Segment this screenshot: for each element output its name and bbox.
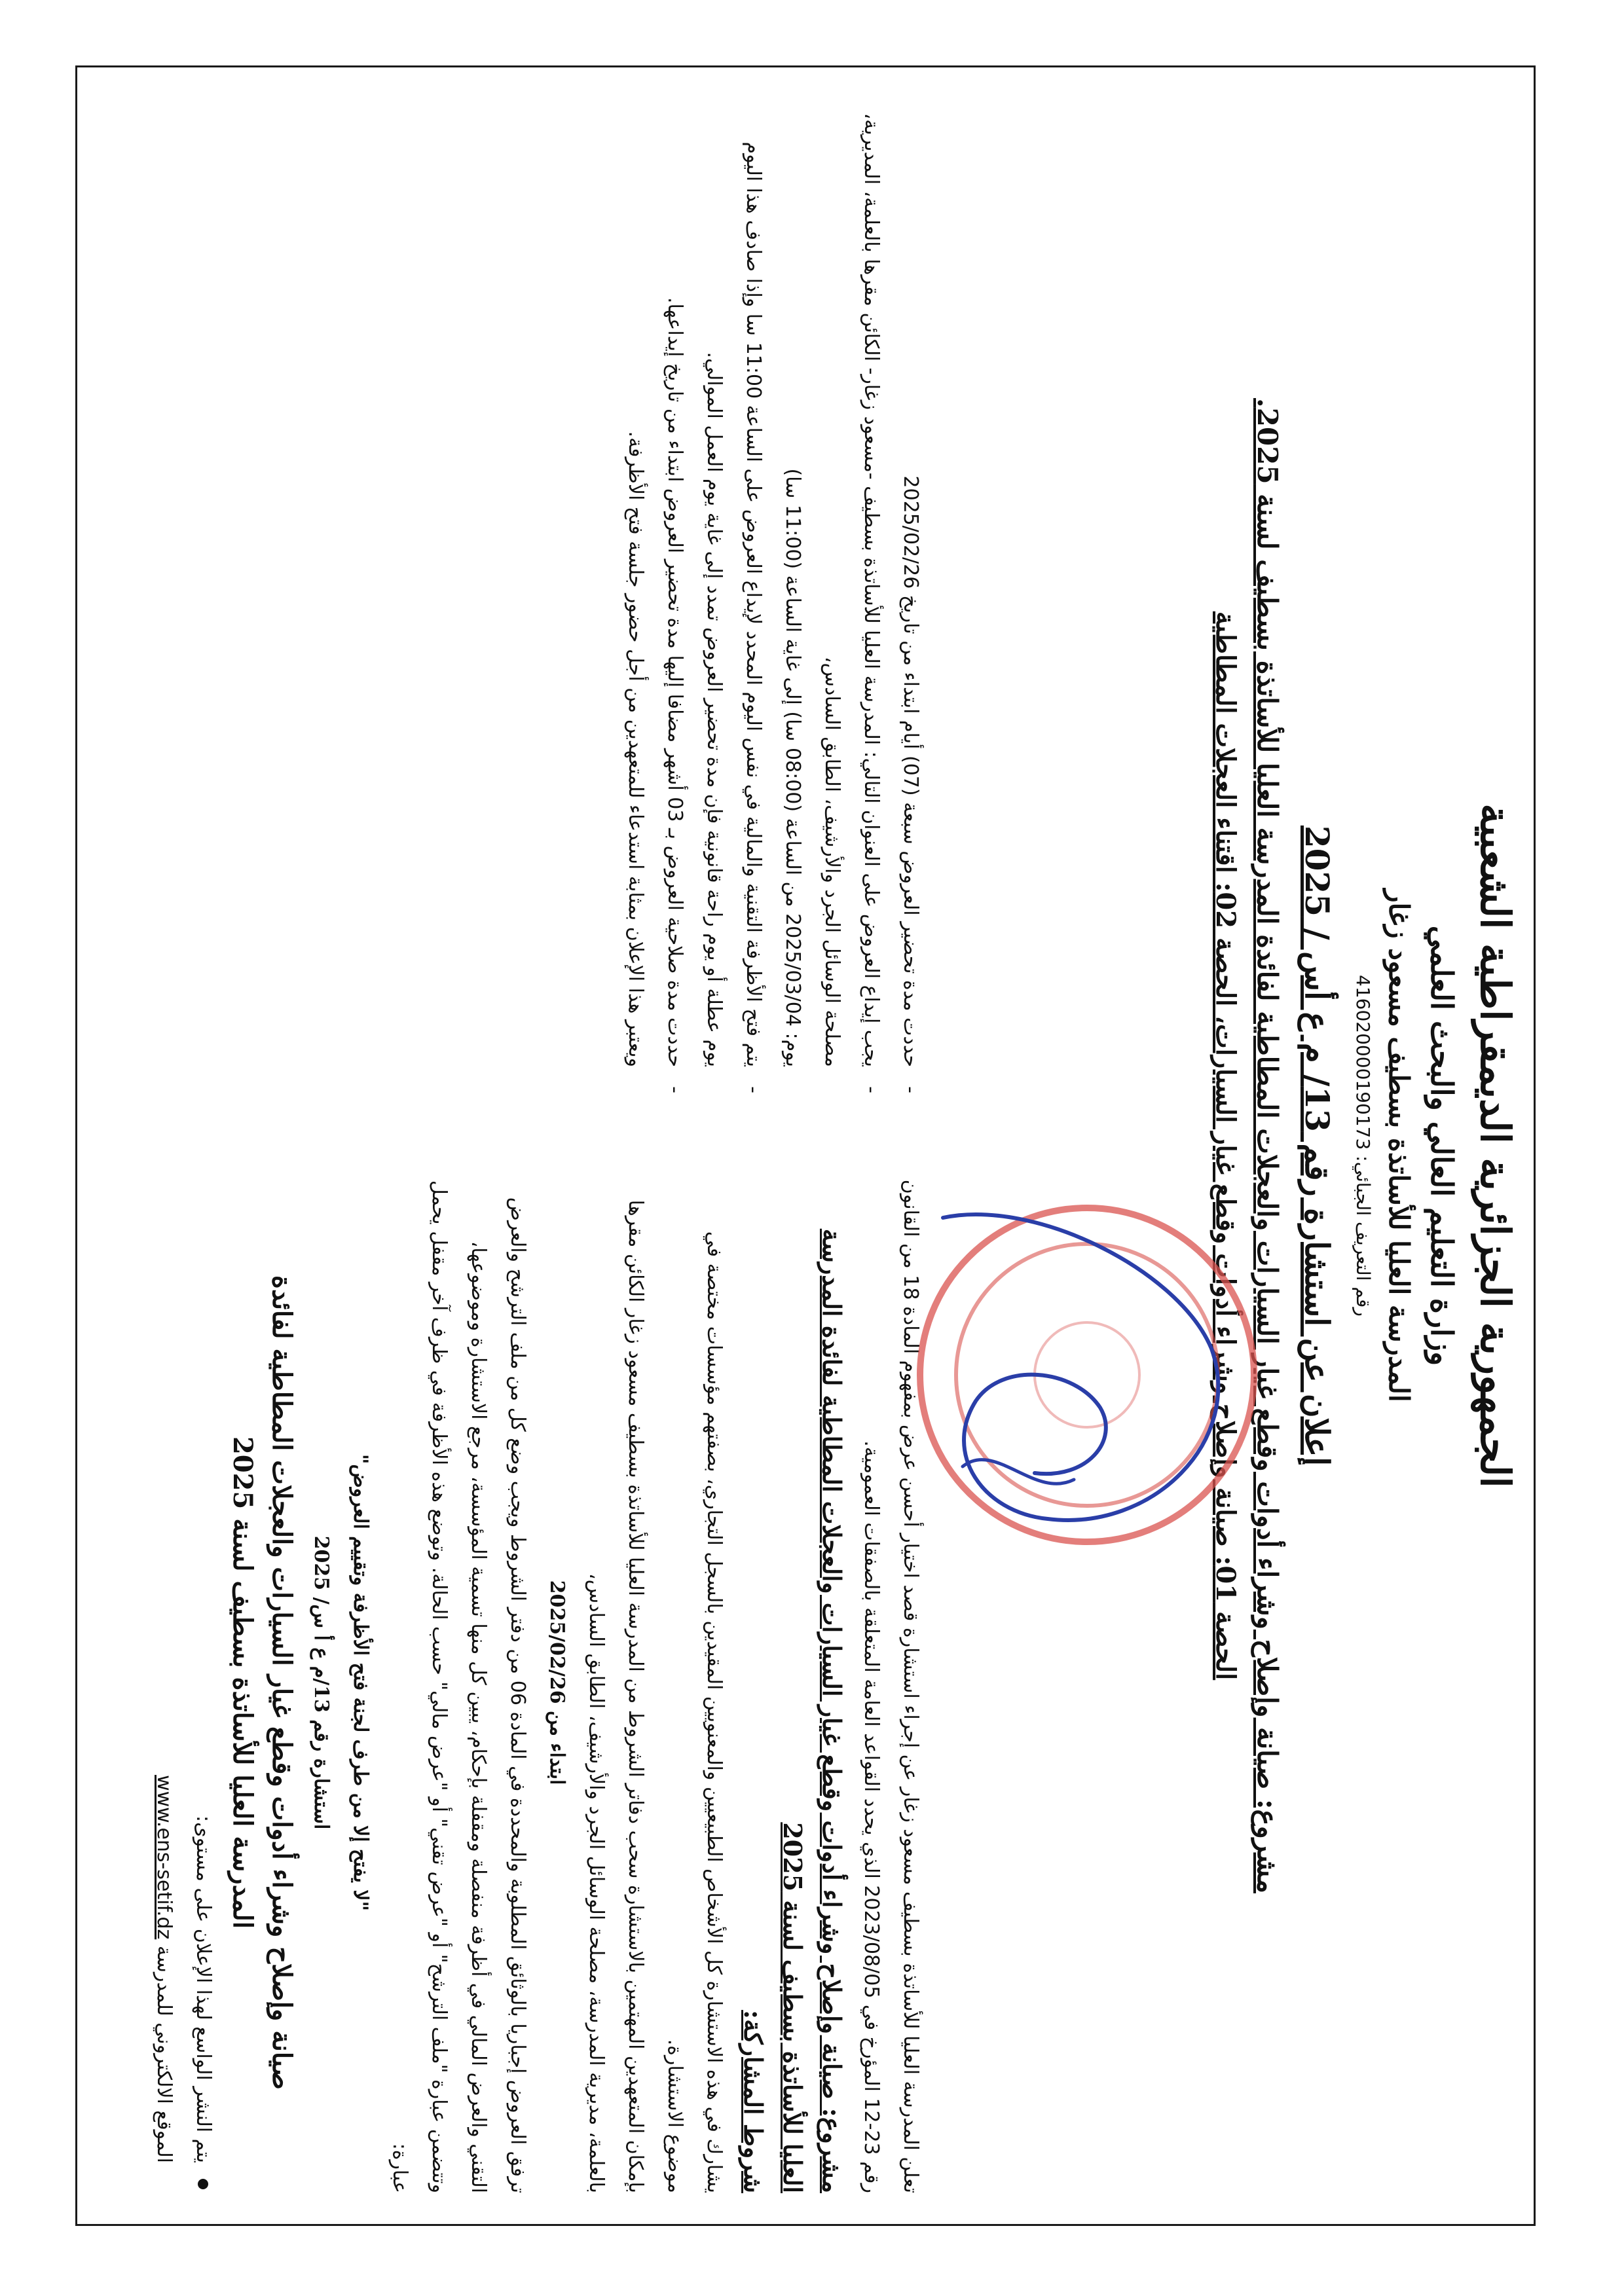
publish-text bbox=[183, 1172, 223, 2193]
notice-school: المدرسة العليا للأساتذة بسطيف لسنة 2025 bbox=[227, 1436, 258, 1929]
withdraw-date: ابتداء من 2025/02/26 bbox=[545, 1580, 568, 1785]
lots-title: الحصة 01: صيانة وإصلاح وشراء أدوات وقطع غيار السيارات، الحصة 02: اقتناء العجلات المطاطية bbox=[1210, 611, 1241, 1681]
project-heading: مشروع: صيانة وإصلاح وشراء أدوات وقطع غيار السيارات والعجلات المطاطية لفائدة المدرسة العليا للأساتذة بسطيف لسنة 2025 bbox=[778, 1228, 847, 2193]
deposit-address: - يجب إيداع العروض على العنوان التالي: المدرسة العليا للأساتذة بسطيف -مسعود زغار- الكائن مقرها بالعلمة، المديرية، مصلحة الوسائل الجرد والأرشيف، الطابق السادس، bbox=[812, 111, 891, 1093]
signature-icon bbox=[943, 1214, 1218, 1520]
deposit-date: يوم: 2025/03/04 من الساعة (08:00 سا) إلى غاية الساعة (11:00 سا) bbox=[781, 468, 804, 1067]
official-stamp-and-signature bbox=[904, 1192, 1270, 1558]
opening-text: - يتم فتح الأظرفة التقنية والمالية في نفس اليوم المحدد لإيداع العروض على الساعة 11:00 سا وإذا صادف هذا اليوم يوم عطلة أو يوم راحة قانونية فإن مدة تحضير العروض تمدد إلى غاية يوم العمل الموالي. bbox=[694, 111, 773, 1093]
notice-quote: "لا يفتح إلا من طرف لجنة فتح الأظرفة وتقييم العروض" bbox=[349, 1453, 372, 1912]
prep-period: - حددت مدة تحضير العروض سبعة (07) أيام ابتداء من تاريخ 2025/02/26 bbox=[891, 111, 930, 1093]
publish-site-label: الموقع الالكتروني للمدرسة bbox=[153, 1945, 175, 2163]
right-column bbox=[144, 1172, 930, 2193]
notice-ref: استشارة رقم 13/م ع أ س/ 2025 bbox=[310, 1535, 333, 1830]
school-website-link[interactable]: www.ens-setif.dz bbox=[153, 1775, 175, 1940]
republic-title: الجمهورية الجزائرية الديمقراطية الشعبية bbox=[1471, 803, 1519, 1488]
publish-site-line bbox=[144, 1172, 183, 2193]
intro-paragraph: تعلن المدرسة العليا للأساتذة بسطيف مسعود زغار عن إجراء استشارة قصد اختيار أحسن عرض بمفهوم المادة 18 من القانون رقم 23-12 المؤرخ في 2023/08/05 الذي يحدد القواعد العامة المتعلقة بالصفقات العمومية. bbox=[860, 1179, 922, 2193]
stamp-icon bbox=[920, 1208, 1254, 1542]
validity-text: - حددت مدة صلاحية العروض بـ 03 أشهر مضافا إليها مدة تحضير العروض ابتداء من تاريخ إيداعها. bbox=[655, 111, 694, 1093]
announcement-title: إعلان عن استشارة رقم 13/ م ع أس / 2025 bbox=[1298, 825, 1337, 1467]
body-columns bbox=[105, 98, 930, 2193]
conditions-text: يشارك في هذه الاستشارة كل الأشخاص الطبيعيين والمعنويين المقيدين بالسجل التجاري، بصفتهم مؤسسات مختصة في موضوع الاستشارة. bbox=[663, 1231, 726, 2193]
ministry-title: وزارة التعليم العالي والبحث العلمي bbox=[1424, 925, 1460, 1366]
school-title: المدرسة العليا للأساتذة بسطيف مسعود زغار bbox=[1383, 889, 1415, 1402]
publish-label: يتم النشر الواسع لهذا الإعلان على مستوى: bbox=[192, 1815, 215, 2163]
conditions-heading: شروط المشاركة: bbox=[739, 2010, 768, 2193]
notice-title: صيانة وإصلاح وشراء أدوات وقطع غيار السيارات والعجلات المطاطية لفائدة bbox=[267, 1275, 297, 2090]
project-title: مشروع: صيانة وإصلاح وشراء أدوات وقطع غيار السيارات والعجلات المطاطية لفائدة المدرسة العليا للأساتذة بسطيف لسنة 2025. bbox=[1251, 398, 1283, 1893]
document-header bbox=[1210, 98, 1519, 2193]
offers-text: ترفق العروض إجباريا بالوثائق المطلوبة والمحددة في المادة 06 من دفتر الشروط ويجب وضع كل من ملف الترشح والعرض التقني والعرض المالي في أظرفة منفصلة ومقفلة بإحكام، يبين كل منها تسمية المؤسسة، مرجع الاستشارة وموضوعها، وتتضمن عبارة "ملف الترشح" أو "عرض تقني" أو "عرض مالي" حسب الحالة. وتوضع هذه الأظرفة في ظرف آخر مقفل يحمل عبارة: bbox=[388, 1180, 529, 2193]
left-column bbox=[616, 111, 930, 1093]
convocation-text: ويعتبر هذا الإعلان بمثابة استدعاء للمتعهدين من أجل حضور جلسة فتح الأظرفة. bbox=[624, 431, 647, 1067]
announcement-document bbox=[92, 98, 1519, 2193]
withdraw-text: بإمكان المتعهدين المهتمين بالاستشارة سحب دفاتر الشروط من المدرسة العليا للأساتذة بسطيف مسعود زغار الكائن مقرها بالعلمة، مديرية المدرسة، مصلحة الوسائل الجرد والأرشيف، الطابق السادس، bbox=[585, 1199, 647, 2193]
tax-id: رقم التعريف الجبائي: 416020000190173 bbox=[1352, 975, 1374, 1317]
